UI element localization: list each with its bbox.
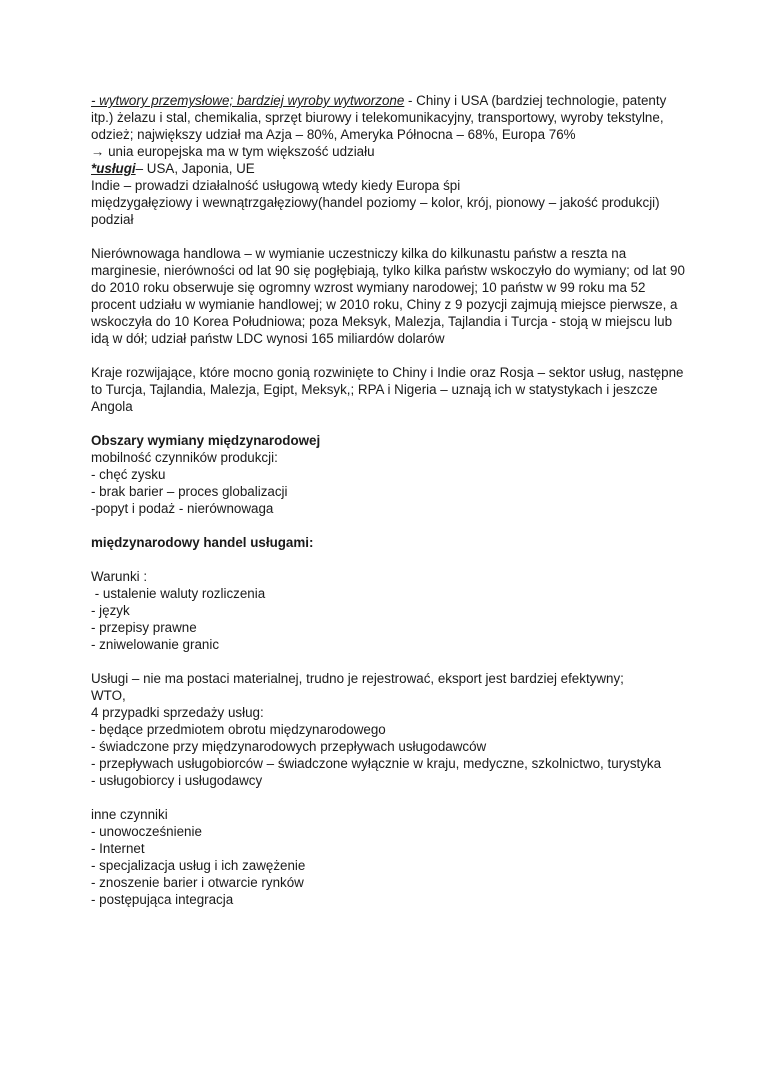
list-item: - przepisy prawne [91,620,197,635]
text-line: 4 przypadki sprzedaży usług: [91,705,264,720]
text-line [91,160,700,177]
text-line: inne czynniki [91,807,168,822]
list-item: - postępująca integracja [91,892,234,907]
text-line: idą w dół; udział państw LDC wynosi 165 miliardów dolarów [91,331,445,346]
list-item: - chęć zysku [91,467,166,482]
list-item: - język [91,603,130,618]
list-item: - przepływach usługobiorców – świadczone wyłącznie w kraju, medyczne, szkolnictwo, turystyka [91,756,662,771]
text-line: Usługi – nie ma postaci materialnej, trudno je rejestrować, eksport jest bardziej efektywny; [91,671,624,686]
paragraph-trade-imbalance [91,245,700,347]
text-line: odzież; największy udział ma Azja – 80%, Ameryka Północna – 68%, Europa 76% [91,127,576,142]
text-line: wskoczyła do 10 Korea Południowa; poza Meksyk, Malezja, Tajlandia i Turcja - stoją w miejscu lub [91,314,673,329]
section-heading: Obszary wymiany międzynarodowej [91,433,321,448]
text-line: podział [91,212,134,227]
list-item: - świadczone przy międzynarodowych przepływach usługodawców [91,739,487,754]
text-line: Nierównowaga handlowa – w wymianie uczestniczy kilka do kilkunastu państw a reszta na [91,246,627,261]
paragraph-developing-countries [91,364,700,415]
list-item: - ustalenie waluty rozliczenia [91,586,266,601]
text-line: itp.) żelazu i stal, chemikalia, sprzęt biurowy i telekomunikacyjny, transportowy, wyroby tekstylne, [91,110,664,125]
text-line: Kraje rozwijające, które mocno gonią rozwinięte to Chiny i Indie oraz Rosja – sektor usług, następne [91,365,684,380]
text-line: Warunki : [91,569,148,584]
list-item: - zniwelowanie granic [91,637,220,652]
list-item: - unowocześnienie [91,824,202,839]
text-line: WTO, [91,688,126,703]
line-rest: - Chiny i USA (bardziej technologie, patenty [404,93,667,108]
text-line: mobilność czynników produkcji: [91,450,278,465]
text-line: to Turcja, Tajlandia, Malezja, Egipt, Meksyk,; RPA i Nigeria – uznają ich w statystykach i jeszcze [91,382,658,397]
text-line: Angola [91,399,133,414]
list-item: - będące przedmiotem obrotu międzynarodowego [91,722,386,737]
underlined-lead: - wytwory przemysłowe; bardziej wyroby wytworzone [91,93,405,108]
list-item: - brak barier – proces globalizacji [91,484,288,499]
list-item: - specjalizacja usług i ich zawężenie [91,858,306,873]
text-line [91,92,700,109]
list-item: - Internet [91,841,145,856]
text-line: → unia europejska ma w tym większość udziału [91,144,375,159]
list-item: - usługobiorcy i usługodawcy [91,773,263,788]
text-line: do 2010 roku obserwuje się ogromny wzrost wymiany narodowej; 10 państw w 99 roku ma 52 [91,280,646,295]
text-line: Indie – prowadzi działalność usługową wtedy kiedy Europa śpi [91,178,461,193]
section-heading: międzynarodowy handel usługami: [91,535,314,550]
text-line: procent udziału w wymianie handlowej; w 2010 roku, Chiny z 9 pozycji zajmują miejsce pierwsze, a [91,297,678,312]
list-item: -popyt i podaż - nierównowaga [91,501,274,516]
services-keyword: *usługi [91,161,136,176]
list-item: - znoszenie barier i otwarcie rynków [91,875,304,890]
line-rest: – USA, Japonia, UE [135,161,255,176]
text-line: marginesie, nierówności od lat 90 się pogłębiają, tylko kilka państw wskoczyło do wymiany; od lat 90 [91,263,685,278]
text-line: międzygałęziowy i wewnątrzgałęziowy(handel poziomy – kolor, krój, pionowy – jakość produkcji) [91,195,660,210]
